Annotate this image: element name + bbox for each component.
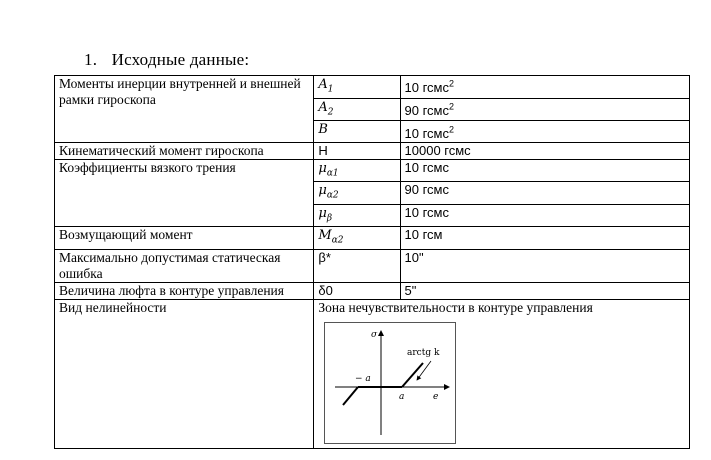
right-slope bbox=[402, 363, 423, 387]
a-label: a bbox=[399, 391, 405, 402]
nonlinearity-label: Вид нелинейности bbox=[55, 299, 314, 448]
delta-symbol: δ0 bbox=[314, 282, 400, 299]
table-row bbox=[55, 282, 690, 299]
a1-value: 10 гсмс$^2$ bbox=[400, 76, 689, 99]
table-row bbox=[55, 299, 690, 448]
a2-value: 90 гсмс$^2$ bbox=[400, 98, 689, 121]
section-heading bbox=[84, 50, 249, 70]
table-row bbox=[55, 227, 690, 250]
a1-symbol: $A_1$ bbox=[314, 76, 400, 99]
beta-value: 10" bbox=[400, 249, 689, 282]
nonlinearity-value: Зона нечувствительности в контуре управления bbox=[318, 299, 593, 315]
h-symbol: H bbox=[314, 142, 400, 159]
kinematic-label: Кинематический момент гироскопа bbox=[55, 142, 314, 159]
slope-arrow bbox=[417, 361, 431, 380]
h-value: 10000 гсмс bbox=[400, 142, 689, 159]
table-row bbox=[55, 159, 690, 182]
m-value: 10 гсм bbox=[400, 227, 689, 250]
input-data-table bbox=[54, 75, 690, 449]
table-row bbox=[55, 142, 690, 159]
mu-a2-symbol: $\mu_{\alpha 2}$ bbox=[314, 182, 400, 205]
moments-label: Моменты инерции внутренней и внешней рамки гироскопа bbox=[55, 76, 314, 143]
backlash-label: Величина люфта в контуре управления bbox=[55, 282, 314, 299]
sigma-label: σ bbox=[371, 329, 378, 340]
mu-a2-value: 90 гсмс bbox=[400, 182, 689, 205]
arctg-label: arctg k bbox=[407, 347, 440, 358]
section-title: Исходные данные: bbox=[111, 50, 250, 69]
error-label: Максимально допустимая статическая ошибка bbox=[55, 249, 314, 282]
b-symbol: B bbox=[314, 121, 400, 142]
mu-b-symbol: $\mu_\beta$ bbox=[314, 204, 400, 227]
m-symbol: $M_{\alpha 2}$ bbox=[314, 227, 400, 250]
beta-symbol: β* bbox=[314, 249, 400, 282]
section-number: 1. bbox=[84, 50, 98, 69]
dead-zone-graph bbox=[324, 322, 456, 444]
left-slope bbox=[343, 387, 358, 405]
disturbing-label: Возмущающий момент bbox=[55, 227, 314, 250]
table-row bbox=[55, 249, 690, 282]
b-value: 10 гсмс$^2$ bbox=[400, 121, 689, 142]
delta-value: 5" bbox=[400, 282, 689, 299]
nonlinearity-cell bbox=[314, 299, 690, 448]
mu-a1-symbol: $\mu_{\alpha 1}$ bbox=[314, 159, 400, 182]
mu-b-value: 10 гсмс bbox=[400, 204, 689, 227]
viscous-label: Коэффициенты вязкого трения bbox=[55, 159, 314, 227]
e-label: e bbox=[433, 391, 439, 402]
mu-a1-value: 10 гсмс bbox=[400, 159, 689, 182]
minus-a-label: − a bbox=[355, 373, 372, 384]
a2-symbol: $A_2$ bbox=[314, 98, 400, 121]
table-row bbox=[55, 76, 690, 99]
